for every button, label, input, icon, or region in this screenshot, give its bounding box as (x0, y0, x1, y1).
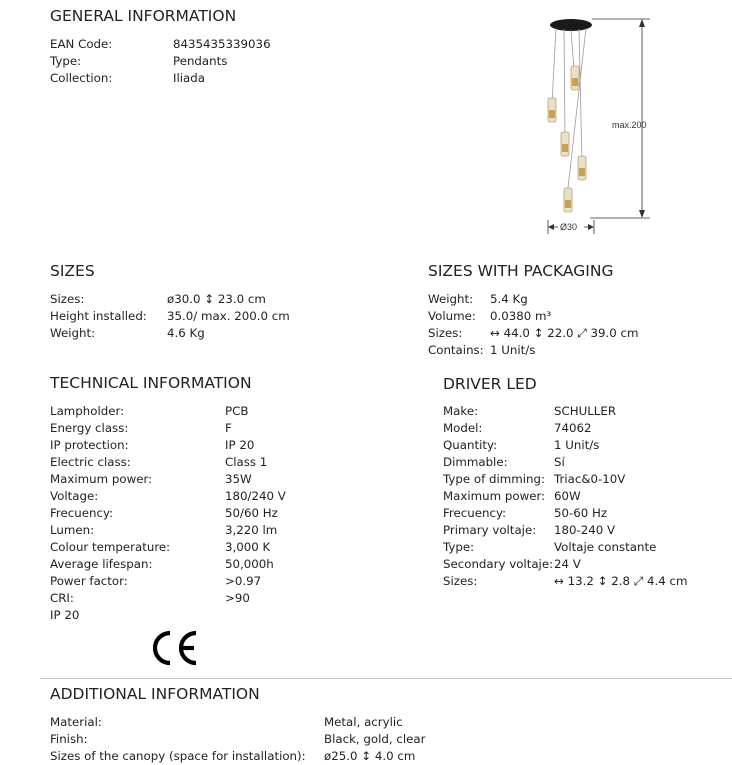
technical-row (50, 573, 485, 590)
driver-row-label: Primary voltaje: (443, 523, 537, 537)
technical-row-label: Lampholder: (50, 404, 125, 418)
technical-row (50, 488, 485, 505)
technical-row (50, 607, 485, 624)
sizes-row-label: Weight: (50, 326, 96, 340)
additional-row-label: Sizes of the canopy (space for installation): (50, 749, 306, 763)
driver-row-label: Model: (443, 421, 483, 435)
driver-row-value: 1 Unit/s (554, 438, 600, 452)
packaging-heading: SIZES WITH PACKAGING (428, 262, 614, 280)
technical-row-value: PCB (225, 404, 249, 418)
technical-row-label: Colour temperature: (50, 540, 171, 554)
driver-row (443, 471, 732, 488)
sizes-row (50, 308, 427, 325)
driver-row-value: ↔ 13.2 ↕ 2.8 ⤢ 4.4 cm (554, 574, 688, 588)
packaging-row-label: Sizes: (428, 326, 463, 340)
technical-row-value: >0.97 (225, 574, 262, 588)
general-row-label: Collection: (50, 71, 113, 85)
technical-row (50, 539, 485, 556)
packaging-row-value: ↔ 44.0 ↕ 22.0 ⤢ 39.0 cm (490, 326, 639, 340)
technical-information-heading: TECHNICAL INFORMATION (50, 374, 252, 392)
driver-row-label: Dimmable: (443, 455, 508, 469)
driver-row-label: Quantity: (443, 438, 498, 452)
section-divider (40, 678, 732, 679)
driver-row-value: 180-240 V (554, 523, 616, 537)
packaging-row-label: Weight: (428, 292, 474, 306)
technical-row-value: IP 20 (225, 438, 255, 452)
general-row-label: Type: (50, 54, 82, 68)
technical-row-value: 3,220 lm (225, 523, 278, 537)
driver-row (443, 403, 732, 420)
driver-row-value: Sí (554, 455, 565, 469)
technical-row (50, 556, 485, 573)
packaging-row (428, 325, 732, 342)
packaging-row-value: 5.4 Kg (490, 292, 528, 306)
technical-row-label: Frecuency: (50, 506, 114, 520)
driver-row (443, 488, 732, 505)
packaging-row (428, 291, 732, 308)
driver-row-value: SCHULLER (554, 404, 617, 418)
packaging-row-value: 0.0380 m³ (490, 309, 552, 323)
technical-row-value: Class 1 (225, 455, 268, 469)
technical-row-value: 35W (225, 472, 252, 486)
general-row-value: 8435435339036 (173, 37, 271, 51)
sizes-row-label: Sizes: (50, 292, 85, 306)
packaging-row-value: 1 Unit/s (490, 343, 536, 357)
general-row (50, 53, 433, 70)
technical-row-label: CRI: (50, 591, 74, 605)
general-row (50, 36, 433, 53)
pendant-lamp-diagram (530, 12, 720, 240)
ce-mark (148, 628, 200, 668)
driver-row-label: Type of dimming: (443, 472, 545, 486)
diameter-label: Ø30 (560, 222, 578, 232)
technical-row-value: F (225, 421, 232, 435)
technical-row-value: 50/60 Hz (225, 506, 278, 520)
driver-row-value: 74062 (554, 421, 592, 435)
ce-mark-c (155, 633, 170, 663)
height-label: max.200 (612, 120, 647, 130)
packaging-row-label: Volume: (428, 309, 476, 323)
additional-row (50, 731, 584, 748)
height-dimension-line (590, 19, 650, 218)
technical-row-label: Energy class: (50, 421, 129, 435)
sizes-row-value: 4.6 Kg (167, 326, 205, 340)
technical-row-label: IP protection: (50, 438, 129, 452)
driver-row (443, 556, 732, 573)
driver-row-value: Voltaje constante (554, 540, 657, 554)
sizes-row-label: Height installed: (50, 309, 147, 323)
technical-row-label: Voltage: (50, 489, 99, 503)
technical-row-label: Average lifespan: (50, 557, 153, 571)
sizes-row (50, 291, 427, 308)
driver-row-label: Type: (443, 540, 475, 554)
driver-row-value: 24 V (554, 557, 581, 571)
driver-row-label: Maximum power: (443, 489, 546, 503)
additional-row-label: Material: (50, 715, 102, 729)
driver-row-label: Sizes: (443, 574, 478, 588)
technical-row (50, 522, 485, 539)
additional-row (50, 714, 584, 731)
driver-row (443, 505, 732, 522)
general-row-value: Pendants (173, 54, 228, 68)
additional-information-heading: ADDITIONAL INFORMATION (50, 685, 260, 703)
technical-row (50, 454, 485, 471)
additional-row (50, 748, 584, 765)
driver-row (443, 420, 732, 437)
packaging-row (428, 308, 732, 325)
technical-row-label: IP 20 (50, 608, 80, 622)
sizes-heading: SIZES (50, 262, 95, 280)
packaging-row-label: Contains: (428, 343, 484, 357)
driver-row (443, 522, 732, 539)
driver-row (443, 573, 732, 590)
driver-row (443, 539, 732, 556)
technical-row-label: Power factor: (50, 574, 128, 588)
technical-row (50, 590, 485, 607)
technical-row-label: Lumen: (50, 523, 95, 537)
sizes-row-value: 35.0/ max. 200.0 cm (167, 309, 290, 323)
general-information-heading: GENERAL INFORMATION (50, 7, 237, 25)
additional-row-label: Finish: (50, 732, 88, 746)
additional-row-value: ø25.0 ↕ 4.0 cm (324, 749, 416, 763)
additional-row-value: Metal, acrylic (324, 715, 403, 729)
driver-row (443, 437, 732, 454)
driver-led-heading: DRIVER LED (443, 375, 537, 393)
general-row-value: Iliada (173, 71, 205, 85)
driver-row-label: Secondary voltaje: (443, 557, 554, 571)
technical-row-value: >90 (225, 591, 250, 605)
technical-row-value: 50,000h (225, 557, 274, 571)
technical-row (50, 420, 485, 437)
technical-row-value: 3,000 K (225, 540, 271, 554)
technical-row (50, 403, 485, 420)
technical-row-value: 180/240 V (225, 489, 286, 503)
general-row-label: EAN Code: (50, 37, 113, 51)
technical-row-label: Maximum power: (50, 472, 153, 486)
driver-row (443, 454, 732, 471)
packaging-row (428, 342, 732, 359)
technical-row (50, 471, 485, 488)
driver-row-label: Frecuency: (443, 506, 507, 520)
driver-row-value: 60W (554, 489, 581, 503)
technical-row (50, 437, 485, 454)
technical-row (50, 505, 485, 522)
driver-row-value: Triac&0-10V (554, 472, 626, 486)
driver-row-label: Make: (443, 404, 479, 418)
additional-row-value: Black, gold, clear (324, 732, 426, 746)
sizes-row-value: ø30.0 ↕ 23.0 cm (167, 292, 266, 306)
sizes-row (50, 325, 427, 342)
technical-row-label: Electric class: (50, 455, 131, 469)
general-row (50, 70, 433, 87)
driver-row-value: 50-60 Hz (554, 506, 608, 520)
